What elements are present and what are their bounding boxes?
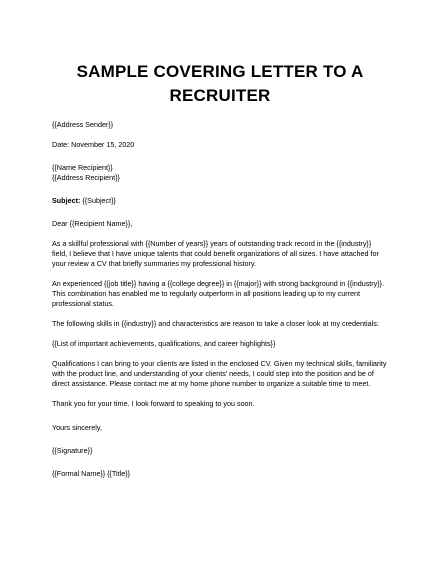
letter-title: SAMPLE COVERING LETTER TO A RECRUITER bbox=[76, 62, 364, 105]
subject-label: Subject: bbox=[52, 196, 81, 205]
closing: Yours sincerely, bbox=[52, 423, 102, 432]
address-sender: {{Address Sender}} bbox=[52, 120, 114, 129]
paragraph-qualifications: Qualifications I can bring to your clients are listed in the enclosed CV. Given my technical skills, familiarity with the product line, and understanding of your clients' needs, I could step into the position and be of direct assistance. Please contact me at my home phone number to organize a suitable time to meet. bbox=[52, 359, 387, 388]
paragraph-intro: As a skillful professional with {{Number of years}} years of outstanding track record in the {{industry}} field, I believe that I have unique talents that could benefit organizations of all sizes. I have attached for your review a CV that briefly summaries my professional history. bbox=[52, 239, 379, 268]
salutation: Dear {{Recipient Name}}, bbox=[52, 219, 133, 228]
formal-name: {{Formal Name}} {{Title}} bbox=[52, 469, 131, 478]
paragraph-thanks: Thank you for your time. I look forward to speaking to you soon. bbox=[52, 399, 255, 408]
paragraph-skills: The following skills in {{industry}} and characteristics are reason to take a closer look at my credentials: bbox=[52, 319, 379, 328]
subject-line bbox=[52, 196, 388, 206]
signature: {{Signature}} bbox=[52, 446, 93, 455]
paragraph-experience: An experienced {{job title}} having a {{college degree}} in {{major}} with strong background in {{industry}}. This combination has enabled me to regularly outperform in all positions leading up to my current professional status. bbox=[52, 279, 385, 308]
date-line: Date: November 15, 2020 bbox=[52, 140, 135, 149]
subject-value: {{Subject}} bbox=[80, 196, 116, 205]
name-recipient: {{Name Recipient}} bbox=[52, 163, 113, 172]
address-recipient: {{Address Recipient}} bbox=[52, 173, 120, 182]
paragraph-achievements: {{List of important achievements, qualifications, and career highlights}} bbox=[52, 339, 276, 348]
